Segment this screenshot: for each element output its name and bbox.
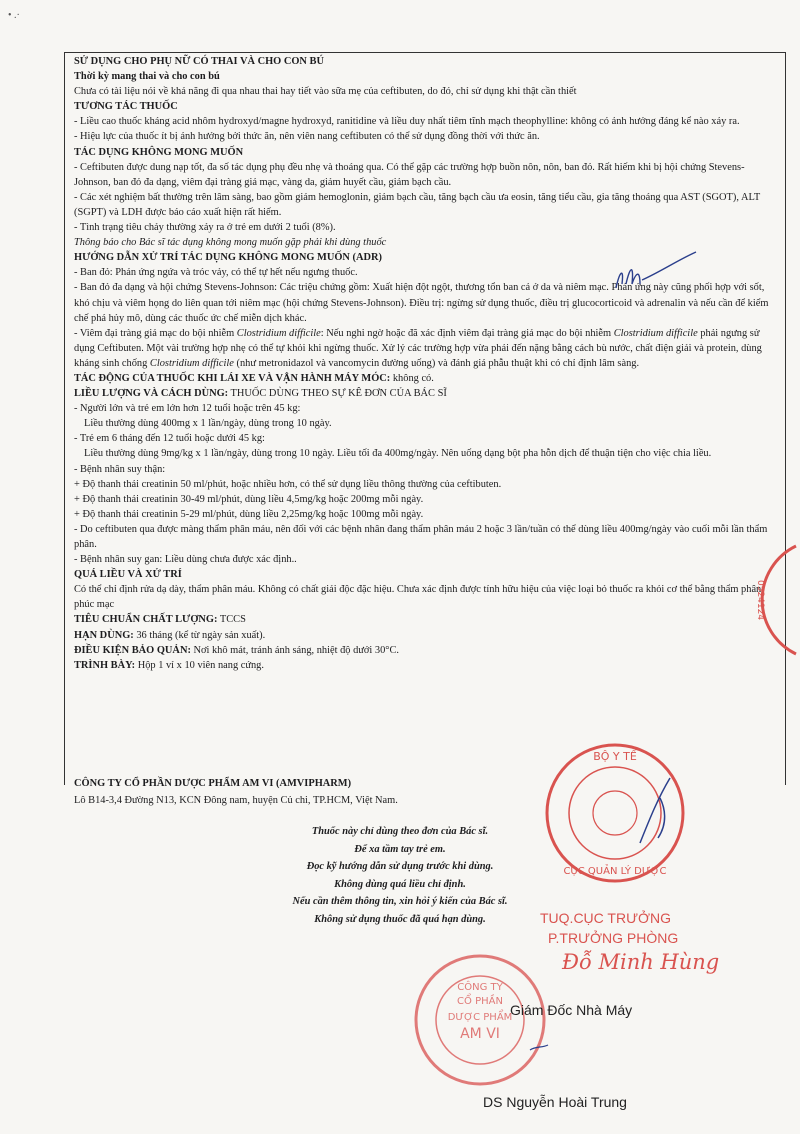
expiry-line (74, 628, 774, 643)
adr-text: (như metronidazol và vancomycin đường uống) và đánh giá phẫu thuật khi có chỉ định lâm sàng. (233, 357, 640, 369)
company-block (74, 775, 398, 809)
company-stamp-line: CÔNG TY (457, 982, 503, 993)
tuq-title: TUQ.CỤC TRƯỞNG (540, 910, 672, 926)
note-line: Không sử dụng thuốc đã quá hạn dùng. (314, 913, 486, 925)
package-line (74, 658, 774, 673)
ministry-stamp-bottom: CỤC QUẢN LÝ DƯỢC (563, 866, 667, 877)
driving-line (74, 371, 774, 386)
document-body (74, 54, 774, 673)
storage-line (74, 643, 774, 658)
adverse-note: Thông báo cho Bác sĩ tác dụng không mong muốn gặp phải khi dùng thuốc (74, 237, 387, 249)
initial-signature (610, 250, 700, 295)
note-line: Nếu cần thêm thông tin, xin hỏi ý kiến của Bác sĩ. (292, 896, 508, 907)
package-label: TRÌNH BÀY: (74, 659, 136, 671)
dosage-item: - Do ceftibuten qua được màng thẩm phân máu, nên đối với các bệnh nhân đang thẩm phân máu 2 hoặc 3 lần/tuần có thể dùng liều 400mg/ngày vào cuối mỗi lần thẩm phân. (74, 523, 768, 550)
note-line: Đọc kỹ hướng dẫn sử dụng trước khi dùng. (306, 861, 494, 872)
storage-label: ĐIỀU KIỆN BẢO QUẢN: (74, 644, 191, 656)
adverse-heading: TÁC DỤNG KHÔNG MONG MUỐN (74, 146, 244, 158)
dosage-item: - Bệnh nhân suy thận: (74, 463, 166, 475)
package-value: Hộp 1 vỉ x 10 viên nang cứng. (135, 659, 264, 671)
company-name: CÔNG TY CỔ PHẦN DƯỢC PHẨM AM VI (AMVIPHARM) (74, 778, 352, 789)
note-line: Để xa tầm tay trẻ em. (354, 843, 446, 855)
dosage-item: - Bệnh nhân suy gan: Liều dùng chưa được xác định.. (74, 554, 297, 566)
company-address: Lô B14-3,4 Đường N13, KCN Đông nam, huyện Củ chi, TP.HCM, Việt Nam. (74, 795, 398, 806)
dosage-item: Liều thường dùng 400mg x 1 lần/ngày, dùng trong 10 ngày. (84, 418, 332, 430)
quality-label: TIÊU CHUẨN CHẤT LƯỢNG: (74, 614, 218, 626)
driving-heading: TÁC ĐỘNG CỦA THUỐC KHI LÁI XE VÀ VẬN HÀNH MÁY MÓC: (74, 372, 391, 384)
adr-item (74, 326, 774, 371)
interaction-heading: TƯƠNG TÁC THUỐC (74, 101, 178, 113)
company-stamp-line: CỔ PHẦN (457, 996, 503, 1007)
pregnancy-heading: SỬ DỤNG CHO PHỤ NỮ CÓ THAI VÀ CHO CON BÚ (74, 56, 324, 67)
adr-item: - Ban đỏ: Phản ứng ngứa và tróc vảy, có thể tự hết nếu ngưng thuốc. (74, 267, 358, 279)
storage-value: Nơi khô mát, tránh ánh sáng, nhiệt độ dưới 30°C. (190, 644, 399, 656)
adr-heading: HƯỚNG DẪN XỬ TRÍ TÁC DỤNG KHÔNG MONG MUỐN (ADR) (74, 252, 382, 264)
ministry-stamp (540, 738, 690, 888)
dosage-intro: THUỐC DÙNG THEO SỰ KÊ ĐƠN CỦA BÁC SĨ (228, 388, 447, 400)
dosage-line (74, 386, 774, 401)
adverse-item: - Tình trạng tiêu chảy thường xảy ra ở trẻ em dưới 2 tuổi (8%). (74, 222, 336, 234)
director-title: Giám Đốc Nhà Máy (510, 1002, 633, 1018)
interaction-item: - Liều cao thuốc kháng acid nhôm hydroxyd/magne hydroxyd, ranitidine và liều duy nhất tiêm tĩnh mạch theophylline: không có ảnh hưởng đáng kể nào xảy ra. (74, 116, 740, 128)
dosage-item: + Độ thanh thải creatinin 30-49 ml/phút, dùng liều 4,5mg/kg hoặc 200mg mỗi ngày. (74, 493, 424, 505)
dosage-item: + Độ thanh thải creatinin 5-29 ml/phút, dùng liều 2,25mg/kg hoặc 100mg mỗi ngày. (74, 508, 424, 520)
dosage-item: + Độ thanh thải creatinin 50 ml/phút, hoặc nhiều hơn, có thể sử dụng liều thông thường của ceftibuten. (74, 478, 502, 490)
director-name: DS Nguyễn Hoài Trung (483, 1094, 627, 1110)
adr-species: Clostridium difficile (236, 327, 321, 339)
driving-text: không có. (390, 372, 434, 384)
edge-stamp-number: 0524124 (755, 580, 765, 621)
adr-text: phải ngưng sử dụng Ceftibuten. Một vài trường hợp nhẹ có thể tự khỏi khi ngừng thuốc. Xử lý các trường hợp vừa phải đến nặng bằng cách bù nước, chất điện giải và protein, dùng kháng sinh chống (74, 327, 762, 369)
adr-text: : Nếu nghi ngờ hoặc đã xác định viêm đại tràng giả mạc do bội nhiễm (320, 327, 614, 339)
overdose-text: Có thể chỉ định rửa dạ dày, thẩm phân máu. Không có chất giải độc đặc hiệu. Chưa xác định được tính hữu hiệu của việc loại bỏ thuốc ra khỏi cơ thể bằng thẩm phân phúc mạc (74, 584, 762, 611)
adr-text: - Viêm đại tràng giả mạc do bội nhiễm (74, 327, 237, 339)
overdose-heading: QUÁ LIỀU VÀ XỬ TRÍ (74, 569, 182, 581)
expiry-value: 36 tháng (kể từ ngày sản xuất). (133, 629, 266, 641)
edge-stamp (740, 540, 800, 660)
note-line: Không dùng quá liều chỉ định. (334, 878, 466, 890)
pregnancy-subheading: Thời kỳ mang thai và cho con bú (74, 71, 220, 83)
quality-line (74, 612, 774, 627)
warning-notes (270, 823, 530, 928)
adr-item: - Ban đỏ đa dạng và hội chứng Stevens-Johnson: Các triệu chứng gồm: Xuất hiện đột ngột, thương tổn ban cả ở da và niêm mạc. Phản ứng này cũng phối hợp với sốt, khó chịu và viêm họng do liên quan tới niêm mạc (hội chứng Stevens-Johnson). Điều trị: ngừng sử dụng thuốc, điều trị glucocorticoid và adrenalin và nếu cần để kiểm chế phá hủy mô, dùng các thuốc ức chế miễn dịch khác. (74, 282, 769, 324)
dosage-item: - Người lớn và trẻ em lớn hơn 12 tuổi hoặc trên 45 kg: (74, 403, 301, 415)
adr-species: Clostridium difficile (149, 357, 234, 369)
corner-marks: • .· (8, 10, 20, 21)
adverse-item: - Các xét nghiệm bất thường trên lâm sàng, bao gồm giảm hemoglonin, giảm bạch cầu, tăng bạch cầu ưa eosin, tăng tiểu cầu, gia tăng thoáng qua AST (SGOT), ALT (SGPT) và LDH được báo cáo xuất hiện rất hiếm. (74, 191, 761, 218)
ptp-title: P.TRƯỞNG PHÒNG (548, 930, 679, 946)
adverse-item: - Ceftibuten được dung nạp tốt, đa số tác dụng phụ đều nhẹ và thoáng qua. Có thể gặp các trường hợp buồn nôn, nôn, ban đỏ. Rất hiếm khi bị hội chứng Stevens-Johnson, ban đỏ đa dạng, viêm đại tràng giả mạc, vàng da, giảm huyết cầu, giảm bạch cầu. (74, 161, 745, 188)
company-stamp-line: DƯỢC PHẨM (447, 1012, 513, 1023)
note-line: Thuốc này chỉ dùng theo đơn của Bác sĩ. (311, 826, 489, 837)
company-stamp-line: AM VI (460, 1026, 500, 1042)
dosage-item: Liều thường dùng 9mg/kg x 1 lần/ngày, dùng trong 10 ngày. Liều tối đa 400mg/ngày. Nên uống dạng bột pha hỗn dịch để thuận tiện cho việc chia liều. (84, 448, 712, 460)
interaction-item: - Hiệu lực của thuốc ít bị ảnh hưởng bởi thức ăn, nên viên nang ceftibuten có thể sử dụng đồng thời với thức ăn. (74, 131, 540, 143)
quality-value: TCCS (217, 614, 246, 626)
company-stamp (410, 950, 550, 1090)
expiry-label: HẠN DÙNG: (74, 629, 134, 641)
dosage-item: - Trẻ em 6 tháng đến 12 tuổi hoặc dưới 45 kg: (74, 433, 265, 445)
pregnancy-text: Chưa có tài liệu nói về khả năng đi qua nhau thai hay tiết vào sữa mẹ của ceftibuten, do đó, chỉ sử dụng khi thật cần thiết (74, 86, 577, 98)
dosage-heading: LIỀU LƯỢNG VÀ CÁCH DÙNG: (74, 388, 229, 400)
official-name: Đỗ Minh Hùng (562, 950, 720, 974)
adr-species: Clostridium difficile (613, 327, 698, 339)
ministry-stamp-top: BỘ Y TẾ (593, 750, 637, 763)
